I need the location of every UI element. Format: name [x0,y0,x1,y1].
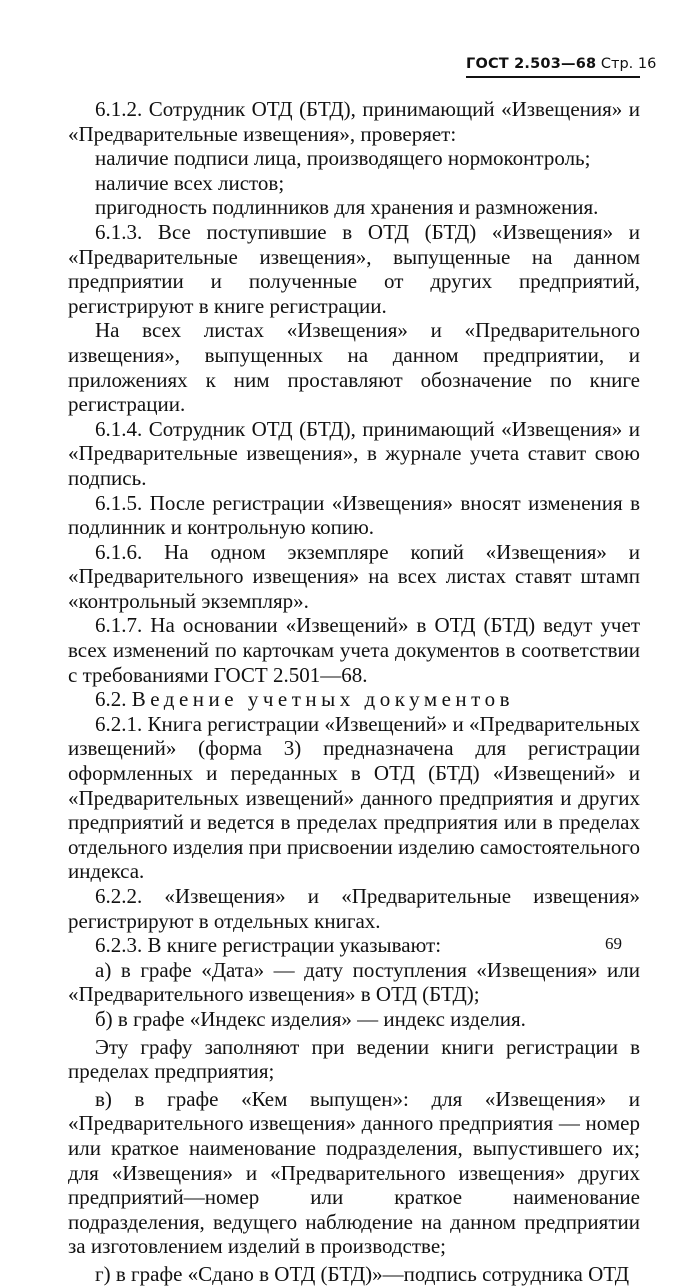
section-title: Ведение учетных документов [131,687,514,712]
document-body [68,97,640,1287]
clause-6-1-6: 6.1.6. На одном экземпляре копий «Извещения» и «Предварительного извещения» на всех листах ставят штамп «контрольный экземпляр». [68,539,640,613]
clause-6-2-3: 6.2.3. В книге регистрации указывают: [95,933,442,958]
header-page-number: Стр. 16 [600,56,657,72]
clause-6-1-3-note: На всех листах «Извещения» и «Предварительного извещения», выпущенных на данном предприятии, и приложениях к ним проставляют обозначение по книге регистрации. [68,318,640,417]
item-v: в) в графе «Кем выпущен»: для «Извещения» и «Предварительного извещения» данного предприятия — номер или краткое наименование подразделения, выпустившего их; для «Извещения» и «Предварительного извещения» других предприятий—номер или краткое наименование подразделения, ведущего наблюдение на данном предприятии за изготовлением изделий в производстве; [68,1086,640,1259]
section-heading-6-2 [68,687,640,712]
clause-6-1-5: 6.1.5. После регистрации «Извещения» вносят изменения в подлинник и контрольную копию. [68,490,640,540]
running-header [466,56,657,78]
clause-6-2-2: 6.2.2. «Извещения» и «Предварительные извещения» регистрируют в отдельных книгах. [68,884,640,933]
clause-6-1-2: 6.1.2. Сотрудник ОТД (БТД), принимающий «Извещения» и «Предварительные извещения», проверяет: [68,97,640,146]
section-number: 6.2. [95,687,127,712]
check-item-suitability: пригодность подлинников для хранения и размножения. [95,195,599,220]
check-item-sheets: наличие всех листов; [95,170,285,195]
clause-6-1-7: 6.1.7. На основании «Извещений» в ОТД (БТД) ведут учет всех изменений по карточкам учета документов в соответствии с требованиями ГОСТ 2.501—68. [68,613,640,687]
item-b-note: Эту графу заполняют при ведении книги регистрации в пределах предприятия; [68,1034,640,1084]
clause-6-1-4: 6.1.4. Сотрудник ОТД (БТД), принимающий «Извещения» и «Предварительные извещения», в журнале учета ставит свою подпись. [68,416,640,490]
item-b: б) в графе «Индекс изделия» — индекс изделия. [95,1006,526,1031]
page-number: 69 [605,934,622,953]
standard-designation: ГОСТ 2.503—68 [466,56,597,72]
clause-6-2-1: 6.2.1. Книга регистрации «Извещений» и «Предварительных извещений» (форма 3) предназначена для регистрации оформленных и переданных в ОТД (БТД) «Извещений» и «Предварительных извещений» данного предприятия и других предприятий и ведется в пределах предприятия или в пределах отдельного изделия при присвоении изделию самостоятельного индекса. [68,711,640,884]
check-item-signature: наличие подписи лица, производящего нормоконтроль; [95,146,591,171]
item-g: г) в графе «Сдано в ОТД (БТД)»—подпись сотрудника ОТД [95,1261,630,1286]
item-a: а) в графе «Дата» — дату поступления «Извещения» или «Предварительного извещения» в ОТД (БТД); [68,957,640,1007]
clause-6-1-3: 6.1.3. Все поступившие в ОТД (БТД) «Извещения» и «Предварительные извещения», выпущенные на данном предприятии и полученные от других предприятий, регистрируют в книге регистрации. [68,219,640,318]
